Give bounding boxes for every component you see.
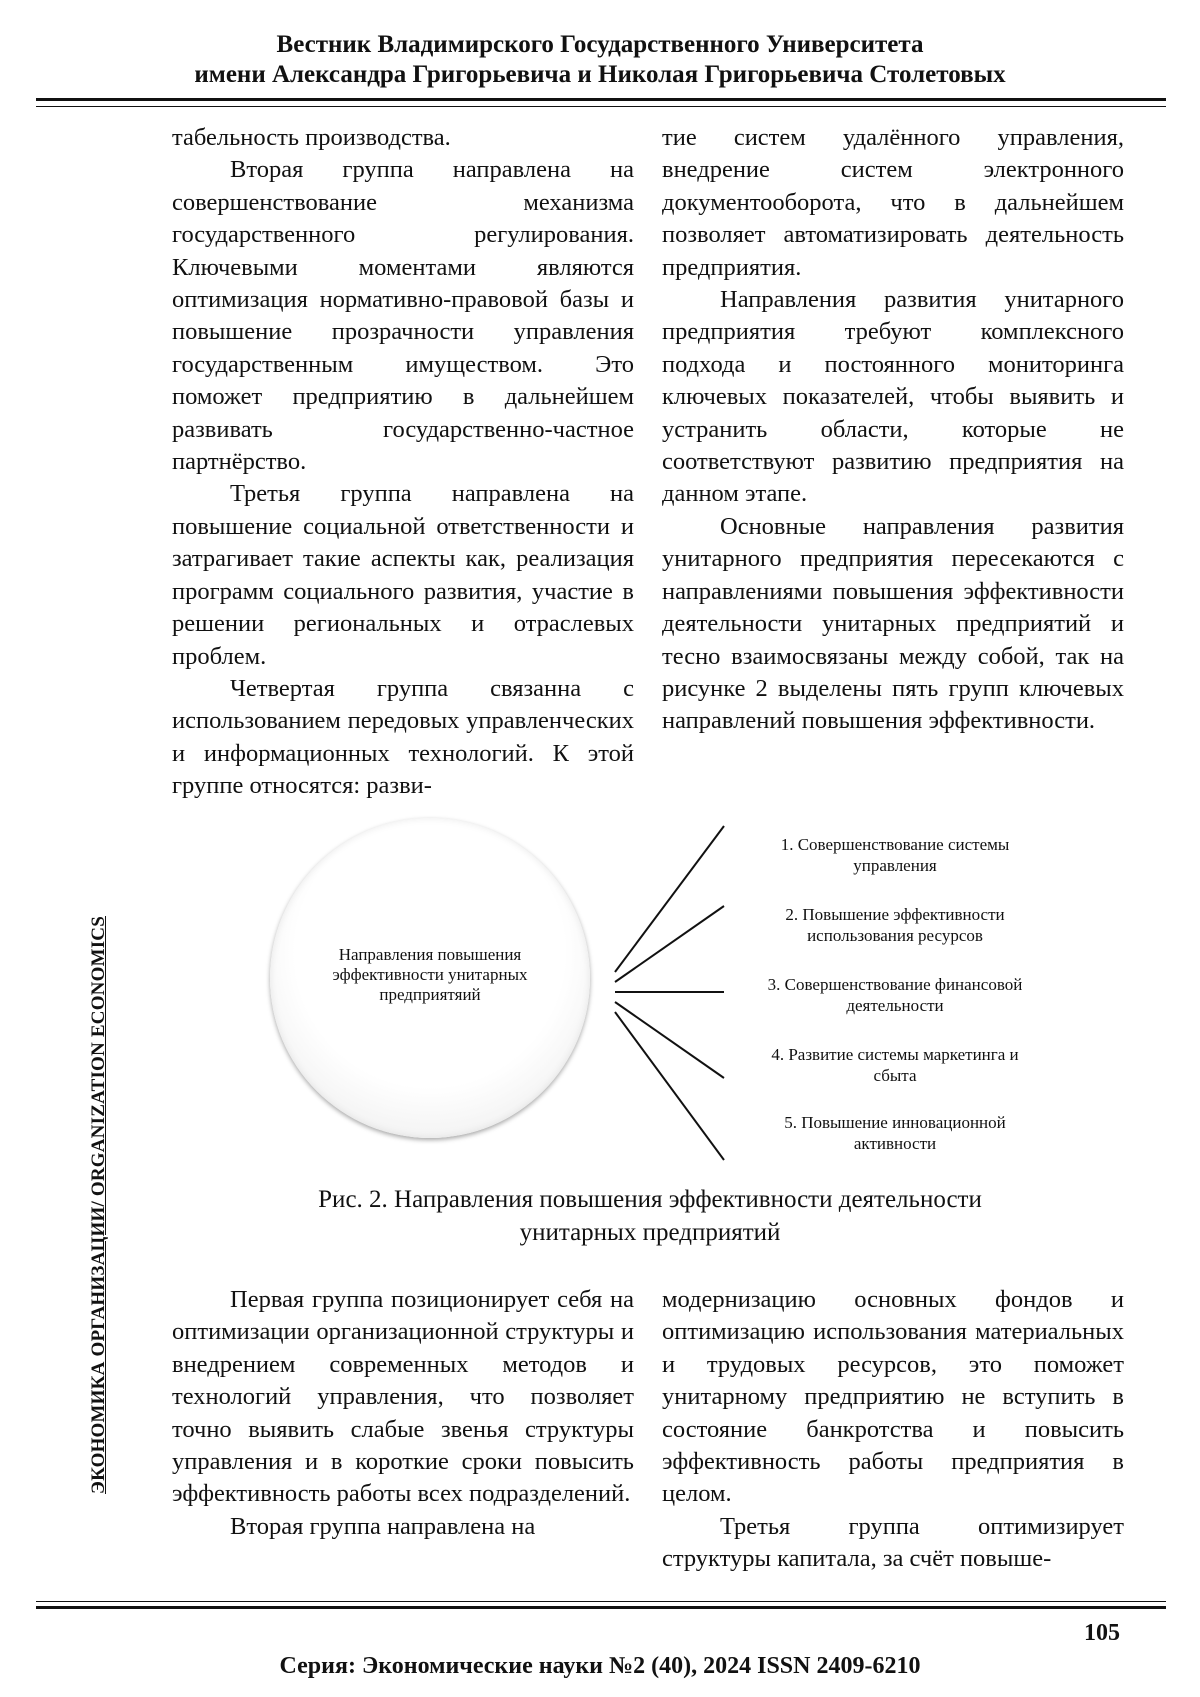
header-rule-thin: [36, 106, 1166, 107]
footer-rule-thick: [36, 1606, 1166, 1609]
connector-line-5: [615, 1012, 724, 1160]
paragraph: Направления развития унитарного предприятия требуют комплексного подхода и постоянного мониторинга ключевых показателей, чтобы выявить и устранить области, которые не соответствуют развитию предприятия на данном этапе.: [662, 284, 1124, 511]
journal-header: [40, 30, 1160, 90]
paragraph: Третья группа оптимизирует структуры капитала, за счёт повыше-: [662, 1511, 1124, 1576]
paragraph: Четвертая группа связанна с использованием передовых управленческих и информационных технологий. К этой группе относятся: разви-: [172, 673, 634, 803]
figure-diagram: [250, 810, 1070, 1170]
figure-item-3: 3. Совершенствование финансовой деятельности: [750, 974, 1040, 1016]
paragraph: модернизацию основных фондов и оптимизацию использования материальных и трудовых ресурсов, это поможет унитарному предприятию не вступить в состояние банкротства и повысить эффективность работы предприятия в целом.: [662, 1284, 1124, 1511]
paragraph: тие систем удалённого управления, внедрение систем электронного документооборота, что в дальнейшем позволяет автоматизировать деятельность предприятия.: [662, 122, 1124, 284]
figure-caption-line2: унитарных предприятий: [150, 1216, 1150, 1249]
figure-item-1: 1. Совершенствование системы управления: [750, 834, 1040, 876]
column-right-top: [662, 122, 1124, 738]
section-sidebar-label: ЭКОНОМИКА ОРГАНИЗАЦИИ/ ORGANIZATION ECONOMICS: [88, 865, 110, 1545]
series-footer: Серия: Экономические науки №2 (40), 2024 ISSN 2409-6210: [0, 1653, 1200, 1680]
center-circle-label: Направления повышения эффективности унитарных предприятяий: [310, 945, 550, 1005]
figure-caption-line1: Рис. 2. Направления повышения эффективности деятельности: [150, 1183, 1150, 1216]
page-number: 105: [1084, 1620, 1120, 1647]
header-rule-thick: [36, 98, 1166, 101]
paragraph: Основные направления развития унитарного предприятия пересекаются с направлениями повышения эффективности деятельности унитарных предприятий и тесно взаимосвязаны между собой, так на рисунке 2 выделены пять групп ключевых направлений повышения эффективности.: [662, 511, 1124, 738]
column-right-bottom: [662, 1284, 1124, 1576]
paragraph: Вторая группа направлена на совершенствование механизма государственного регулирования. Ключевыми моментами являются оптимизация нормативно-правовой базы и повышение прозрачности управления государственным имуществом. Это поможет предприятию в дальнейшем развивать государственно-частное партнёрство.: [172, 154, 634, 478]
paragraph: Вторая группа направлена на: [172, 1511, 634, 1543]
figure-caption: [150, 1183, 1150, 1249]
journal-title-line2: имени Александра Григорьевича и Николая Григорьевича Столетовых: [40, 60, 1160, 90]
column-left-top: [172, 122, 634, 803]
footer-rule-thin: [36, 1601, 1166, 1602]
paragraph: табельность производства.: [172, 122, 634, 154]
paragraph: Третья группа направлена на повышение социальной ответственности и затрагивает такие аспекты как, реализация программ социального развития, участие в решении региональных и отраслевых проблем.: [172, 478, 634, 672]
figure-item-4: 4. Развитие системы маркетинга и сбыта: [750, 1044, 1040, 1086]
column-left-bottom: [172, 1284, 634, 1543]
connector-line-1: [615, 826, 724, 972]
connector-line-4: [615, 1002, 724, 1078]
journal-title-line1: Вестник Владимирского Государственного Университета: [40, 30, 1160, 60]
paragraph: Первая группа позиционирует себя на оптимизации организационной структуры и внедрением современных методов и технологий управления, что позволяет точно выявить слабые звенья структуры управления и в короткие сроки повысить эффективность работы всех подразделений.: [172, 1284, 634, 1511]
figure-item-5: 5. Повышение инновационной активности: [750, 1112, 1040, 1154]
connector-line-2: [615, 906, 724, 982]
figure-item-2: 2. Повышение эффективности использования ресурсов: [750, 904, 1040, 946]
